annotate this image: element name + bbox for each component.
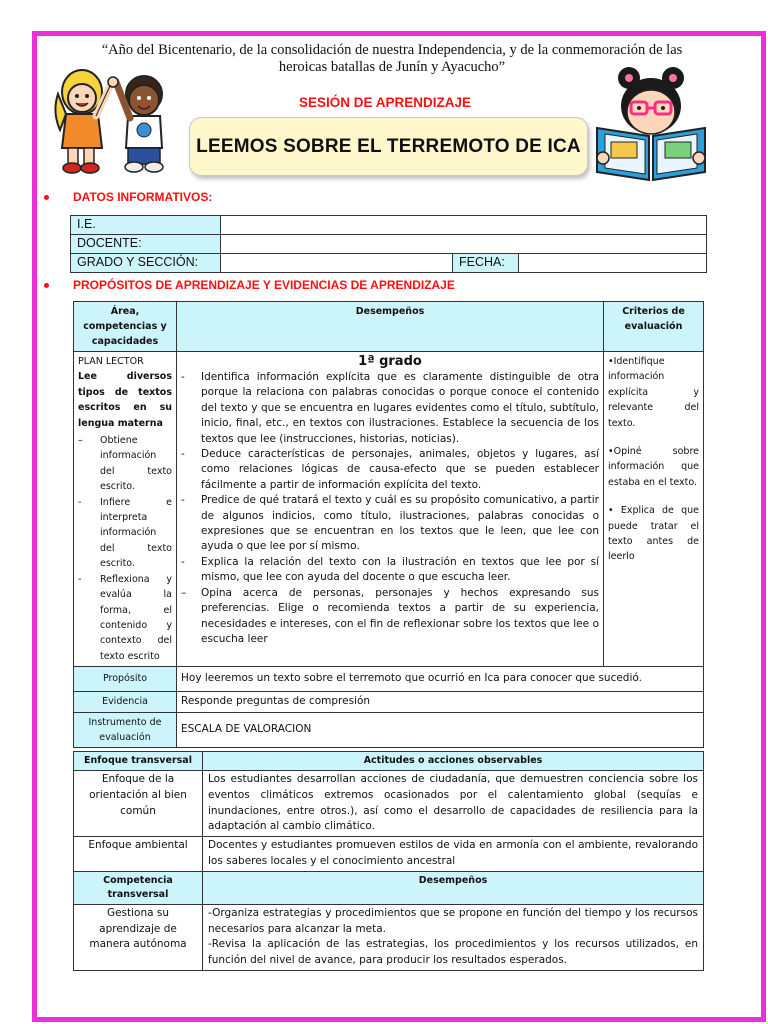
enfoque-text: Docentes y estudiantes promueven estilos de vida en armonía con el ambiente, revalorando los saberes locales y el conocimiento ancestral (203, 837, 704, 872)
area-title: PLAN LECTOR (78, 356, 144, 367)
desempenos-cell (177, 352, 604, 667)
list-item: -Organiza estrategias y procedimientos que se propone en función del tiempo y los recursos necesarios para alcanzar la meta. (208, 906, 698, 935)
list-item: - Infiere e interpreta información del texto escrito. (78, 496, 172, 570)
motto-text: “Año del Bicentenario, de la consolidación de nuestra Independencia, y de la conmemoración de las heroicas batallas de Junín y Ayacucho” (101, 42, 683, 75)
instrumento-value: ESCALA DE VALORACION (177, 712, 704, 748)
list-item: – Opina acerca de personas, personajes y hechos expresando sus preferencias. Elige o recomienda textos a partir de su experiencia, necesidades e intereses, con el fin de reflexionar sobre los textos que lee o escucha leer (181, 586, 599, 645)
docente-label: DOCENTE: (71, 235, 221, 254)
fecha-field[interactable] (519, 254, 707, 273)
criterios-cell (604, 352, 704, 667)
criterio-item: •Opiné sobre información que estaba en el texto. (608, 446, 699, 488)
ie-field[interactable] (221, 216, 707, 235)
enfoque-text: Los estudiantes desarrollan acciones de ciudadanía, que demuestren conciencia sobre los eventos climáticos extremos ocasionados por el calentamiento global (sequías e inundaciones, entre otros.), así como el desarrollo de capacidades de resiliencia para la adaptación al cambio climático. (203, 771, 704, 837)
list-item: - Explica la relación del texto con la ilustración en textos que lee por sí mismo, que lee con ayuda del docente o que escucha leer. (181, 555, 599, 584)
datos-heading (44, 190, 212, 204)
datos-heading-text: DATOS INFORMATIVOS: (73, 190, 213, 204)
fecha-label: FECHA: (453, 254, 519, 273)
evidencia-value: Responde preguntas de compresión (177, 692, 704, 712)
enfoque-name: Enfoque de la orientación al bien común (74, 771, 203, 837)
enfoque-name: Enfoque ambiental (74, 837, 203, 872)
area-cell (74, 352, 177, 667)
instrumento-label: Instrumento de evaluación (74, 712, 177, 748)
bullet-icon (44, 195, 49, 200)
list-item: - Reflexiona y evalúa la forma, el contenido y contexto del texto escrito (78, 573, 172, 662)
competencia-desempenos (203, 904, 704, 970)
list-item: - Predice de qué tratará el texto y cuál es su propósito comunicativo, a partir de algunos indicios, como título, ilustraciones, palabras conocidas o expresiones que se encuentran en los textos que le leen, que lee con ayuda o que lee por sí mismo. (181, 494, 599, 553)
col-desempenos-header: Desempeños (177, 302, 604, 352)
col-criterios-header: Criterios de evaluación (604, 302, 704, 352)
propositos-heading (44, 278, 455, 292)
competencia-text: Lee diversos tipos de textos escritos en su lengua materna (78, 371, 172, 429)
col-competencia-header: Competencia transversal (74, 871, 203, 904)
col-actitudes-header: Actitudes o acciones observables (203, 752, 704, 771)
criterio-item: •Identifique información explícita y relevante del texto. (608, 356, 699, 429)
girl-reading-book-icon (589, 62, 713, 186)
docente-field[interactable] (221, 235, 707, 254)
desempenos-list (181, 370, 599, 647)
criterio-item: • Explica de que puede tratar el texto antes de leerlo (608, 505, 699, 563)
evidencia-label: Evidencia (74, 692, 177, 712)
list-item: - Deduce características de personajes, animales, objetos y lugares, así como relaciones lógicas de causa-efecto que se pueden establecer fácilmente a partir de información explícita del texto. (181, 448, 599, 491)
grado-field[interactable] (221, 254, 453, 273)
info-table (70, 215, 707, 273)
list-item: -Revisa la aplicación de las estrategias, los procedimientos y los recursos utilizados, en función del nivel de avance, para producir los resultados esperados. (208, 938, 698, 967)
propositos-table (73, 301, 704, 748)
competencia-name: Gestiona su aprendizaje de manera autónoma (74, 904, 203, 970)
proposito-value: Hoy leeremos un texto sobre el terremoto que ocurrió en Ica para conocer que sucedió. (177, 667, 704, 692)
ie-label: I.E. (71, 216, 221, 235)
list-item: – Obtiene información del texto escrito. (78, 435, 172, 493)
col-desempenos-header: Desempeños (203, 871, 704, 904)
title-box (189, 117, 588, 176)
bullet-icon (44, 283, 49, 288)
proposito-label: Propósito (74, 667, 177, 692)
capacidades-list (78, 433, 172, 664)
list-item: - Identifica información explícita que es claramente distinguible de otra porque la relaciona con palabras conocidas o porque conoce el contenido del texto y que se encuentra en lugares evidentes como el título, subtítulo, inicio, final, etc., en textos con ilustraciones. Establece la secuencia de los textos que lee (instrucciones, historias, noticias). (181, 371, 599, 445)
session-label: SESIÓN DE APRENDIZAJE (298, 95, 472, 110)
grade-title: 1ª grado (358, 354, 422, 369)
enfoques-table (73, 751, 704, 971)
page-title: LEEMOS SOBRE EL TERREMOTO DE ICA (196, 135, 581, 157)
col-enfoque-header: Enfoque transversal (74, 752, 203, 771)
grado-label: GRADO Y SECCIÓN: (71, 254, 221, 273)
propositos-heading-text: PROPÓSITOS DE APRENDIZAJE Y EVIDENCIAS DE APRENDIZAJE (73, 278, 455, 292)
col-area-header: Área, competencias y capacidades (74, 302, 177, 352)
